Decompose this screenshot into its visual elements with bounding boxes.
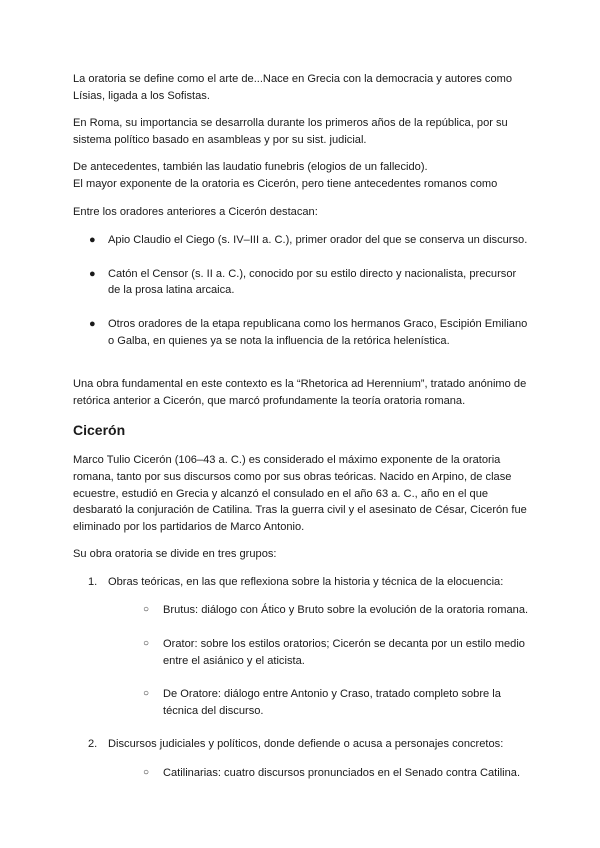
group-number: 1. — [88, 575, 98, 588]
group-item — [73, 736, 530, 781]
works-groups-list — [73, 574, 530, 782]
circle-bullet-icon: ○ — [143, 604, 150, 616]
circle-bullet-icon: ○ — [143, 638, 150, 650]
list-item-text: Apio Claudio el Ciego (s. IV–III a. C.), primer orador del que se conserva un discurso. — [108, 234, 528, 247]
list-item-text: Otros oradores de la etapa republicana como los hermanos Graco, Escipión Emiliano o Galba, en quienes ya se nota la influencia de la retórica helenística. — [108, 317, 528, 347]
orators-list — [73, 232, 530, 349]
sub-list — [108, 602, 530, 719]
group-text: Discursos judiciales y políticos, donde defiende o acusa a personajes concretos: — [108, 738, 504, 751]
group-number: 2. — [88, 738, 98, 751]
sub-item-text: De Oratore: diálogo entre Antonio y Craso, tratado completo sobre la técnica del discurso. — [163, 688, 501, 717]
intro-paragraph-oratoria: La oratoria se define como el arte de...Nace en Grecia con la democracia y autores como Lísias, ligada a los Sofistas. — [73, 73, 513, 102]
sub-list-item — [108, 686, 530, 719]
cicero-bio-paragraph: Marco Tulio Cicerón (106–43 a. C.) es considerado el máximo exponente de la oratoria romana, tanto por sus discursos como por sus obras teóricas. Nacido en Arpino, de clase ecuestre, estudió en Grecia y alcanzó el consulado en el año 63 a. C., año en el que desbarató la conjuración de Catilina. Tras la guerra civil y el asesinato de César, Cicerón fue eliminado por los partidarios de Marco Antonio. — [73, 454, 527, 533]
intro-paragraph-roma: En Roma, su importancia se desarrolla durante los primeros años de la república, por su sistema político basado en asambleas y por su sist. judicial. — [73, 117, 508, 146]
list-item — [73, 266, 530, 299]
sub-item-text: Brutus: diálogo con Ático y Bruto sobre la evolución de la oratoria romana. — [163, 604, 529, 617]
circle-bullet-icon: ○ — [143, 688, 150, 700]
circle-bullet-icon: ○ — [143, 767, 150, 779]
group-item — [73, 574, 530, 720]
sub-item-text: Catilinarias: cuatro discursos pronunciados en el Senado contra Catilina. — [163, 767, 521, 780]
list-item — [73, 316, 530, 349]
exponente-line: El mayor exponente de la oratoria es Cicerón, pero tiene antecedentes romanos como — [73, 177, 498, 190]
bullet-icon: ● — [89, 317, 96, 330]
bullet-icon: ● — [89, 234, 96, 247]
list-item-text: Catón el Censor (s. II a. C.), conocido por su estilo directo y nacionalista, precursor de la prosa latina arcaica. — [108, 267, 517, 297]
sub-list — [108, 765, 530, 782]
antecedentes-line: De antecedentes, también las laudatio funebris (elogios de un fallecido). — [73, 161, 428, 174]
list-item — [73, 232, 530, 249]
sub-list-item — [108, 765, 530, 782]
sub-list-item — [108, 602, 530, 619]
groups-intro: Su obra oratoria se divide en tres grupos: — [73, 548, 277, 561]
intro-paragraph-antecedentes — [73, 159, 530, 192]
sub-list-item — [108, 636, 530, 669]
group-text: Obras teóricas, en las que reflexiona sobre la historia y técnica de la elocuencia: — [108, 575, 504, 588]
rhetorica-paragraph: Una obra fundamental en este contexto es la “Rhetorica ad Herennium”, tratado anónimo de retórica anterior a Cicerón, que marcó profundamente la teoría oratoria romana. — [73, 378, 527, 407]
sub-item-text: Orator: sobre los estilos oratorios; Cicerón se decanta por un estilo medio entre el asiánico y el aticista. — [163, 638, 525, 667]
bullet-icon: ● — [89, 267, 96, 280]
section-heading: Cicerón — [73, 422, 126, 439]
orators-intro: Entre los oradores anteriores a Cicerón destacan: — [73, 205, 318, 218]
